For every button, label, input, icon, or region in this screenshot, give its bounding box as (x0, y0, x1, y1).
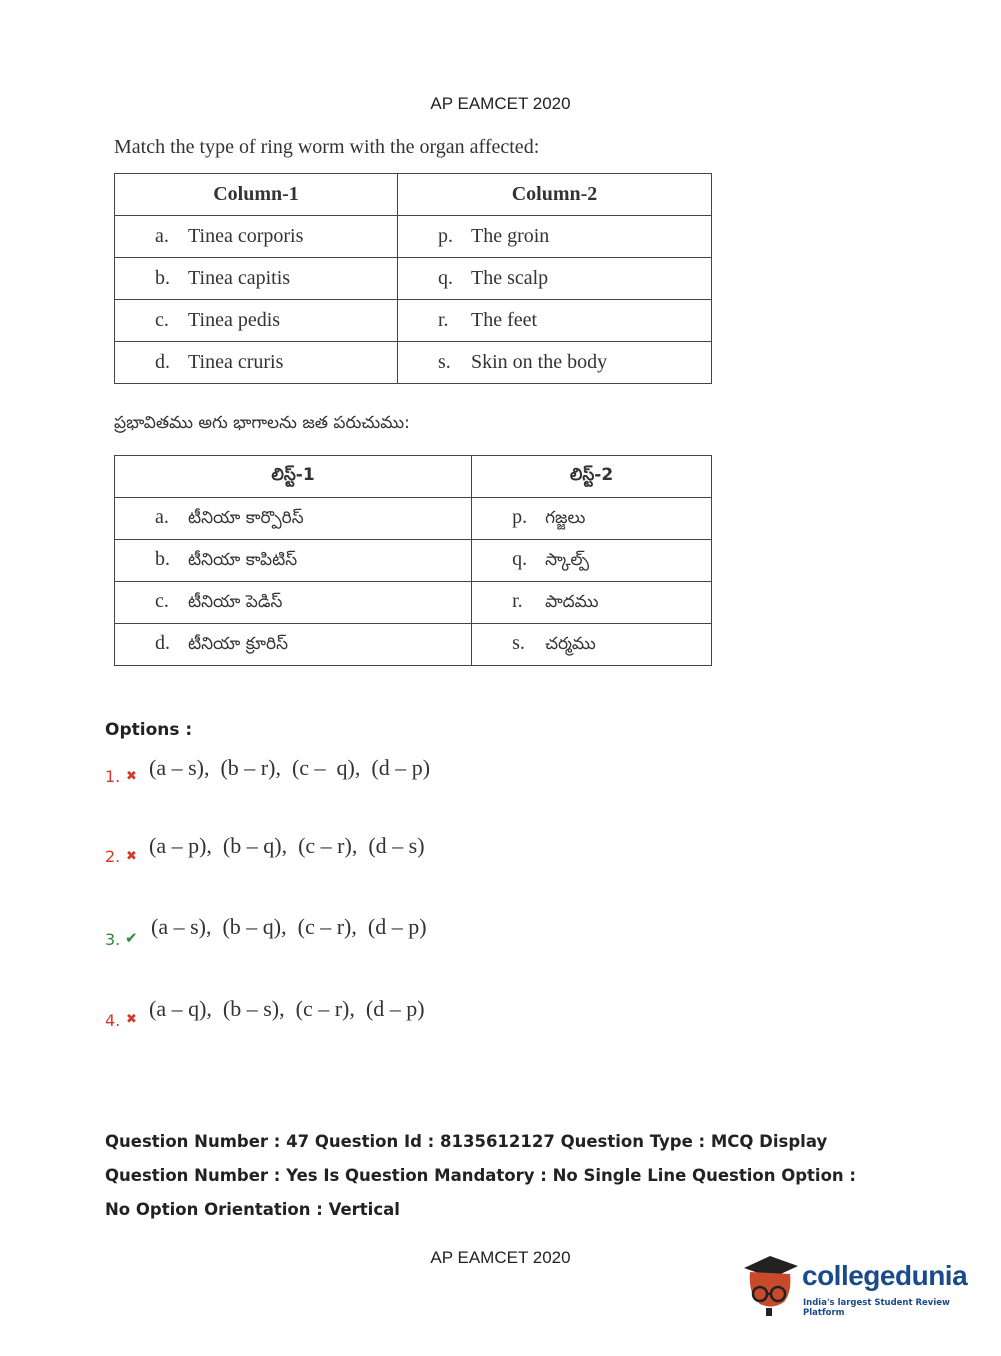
table-row (115, 624, 712, 666)
row-letter: p. (437, 225, 453, 247)
row-letter: b. (155, 267, 170, 289)
cell-text: టీనియా కార్పొరిస్ (188, 507, 304, 528)
list-1-header: లిస్ట్-1 (115, 456, 472, 498)
row-letter: s. (437, 351, 451, 373)
page-header: AP EAMCET 2020 (430, 94, 571, 113)
table-row (115, 342, 712, 384)
option-number: 3. (105, 930, 121, 949)
match-table-english (114, 173, 712, 384)
cell-text: Tinea cruris (188, 351, 284, 373)
collegedunia-logo (740, 1250, 970, 1320)
row-letter: r. (437, 309, 449, 331)
cell-text: Tinea capitis (188, 267, 291, 289)
option-number: 2. (105, 847, 121, 866)
cell-text: Skin on the body (470, 351, 608, 373)
table-row (115, 498, 712, 540)
mascot-icon (740, 1250, 802, 1320)
option-text: (a – s), (b – q), (c – r), (d – p) (151, 914, 427, 939)
cell-text: టీనియా పెడిస్ (188, 591, 283, 612)
row-letter: a. (155, 505, 169, 528)
row-letter: c. (155, 589, 169, 612)
table-row (115, 216, 712, 258)
row-letter: a. (155, 225, 169, 247)
list-2-header: లిస్ట్-2 (472, 456, 712, 498)
cell-text: The feet (470, 309, 538, 331)
row-letter: b. (155, 547, 170, 570)
cell-text: టీనియా కాపిటిస్ (188, 549, 298, 570)
cell-text: చర్మము (545, 633, 596, 654)
cross-icon: ✖ (126, 1011, 137, 1026)
option-number: 1. (105, 767, 121, 786)
table-row (115, 540, 712, 582)
row-letter: r. (512, 589, 523, 612)
cell-text: పాదము (545, 591, 599, 612)
row-letter: d. (155, 631, 170, 654)
option-text: (a – s), (b – r), (c – q), (d – p) (149, 755, 431, 780)
page-footer: AP EAMCET 2020 (430, 1248, 571, 1267)
brand-tagline: India's largest Student Review Platform (803, 1298, 950, 1318)
option-number: 4. (105, 1011, 121, 1030)
match-table-telugu (114, 455, 712, 666)
cell-text: The scalp (470, 267, 549, 289)
row-letter: s. (512, 631, 525, 654)
row-letter: c. (155, 309, 169, 331)
question-telugu: ప్రభావితము అగు భాగాలను జత పరుచుము: (114, 413, 410, 433)
column-1-header: Column-1 (115, 174, 398, 216)
table-row (115, 582, 712, 624)
cell-text: The groin (470, 225, 550, 247)
option-text: (a – q), (b – s), (c – r), (d – p) (149, 996, 425, 1021)
row-letter: p. (512, 505, 528, 528)
question-english: Match the type of ring worm with the organ affected: (114, 136, 540, 158)
table-row (115, 258, 712, 300)
cell-text: Tinea pedis (188, 309, 281, 331)
question-metadata: Question Number : 47 Question Id : 8135612127 Question Type : MCQ Display Question Number : Yes Is Question Mandatory : No Single Line Question Option : No Option Orientation : Vertical (105, 1132, 857, 1219)
cell-text: Tinea corporis (188, 225, 304, 247)
table-row (115, 300, 712, 342)
cell-text: టీనియా క్రూరిస్ (188, 633, 289, 654)
cell-text: స్కాల్ప్ (545, 549, 590, 570)
row-letter: q. (512, 547, 528, 570)
brand-name: collegedunia (802, 1260, 968, 1291)
option-text: (a – p), (b – q), (c – r), (d – s) (149, 833, 425, 858)
cross-icon: ✖ (126, 768, 137, 783)
row-letter: q. (437, 267, 453, 289)
options-label: Options : (105, 720, 193, 740)
row-letter: d. (155, 351, 170, 373)
column-2-header: Column-2 (397, 174, 711, 216)
cross-icon: ✖ (126, 848, 137, 863)
check-icon: ✔ (125, 931, 138, 947)
cell-text: గజ్జలు (545, 507, 586, 528)
